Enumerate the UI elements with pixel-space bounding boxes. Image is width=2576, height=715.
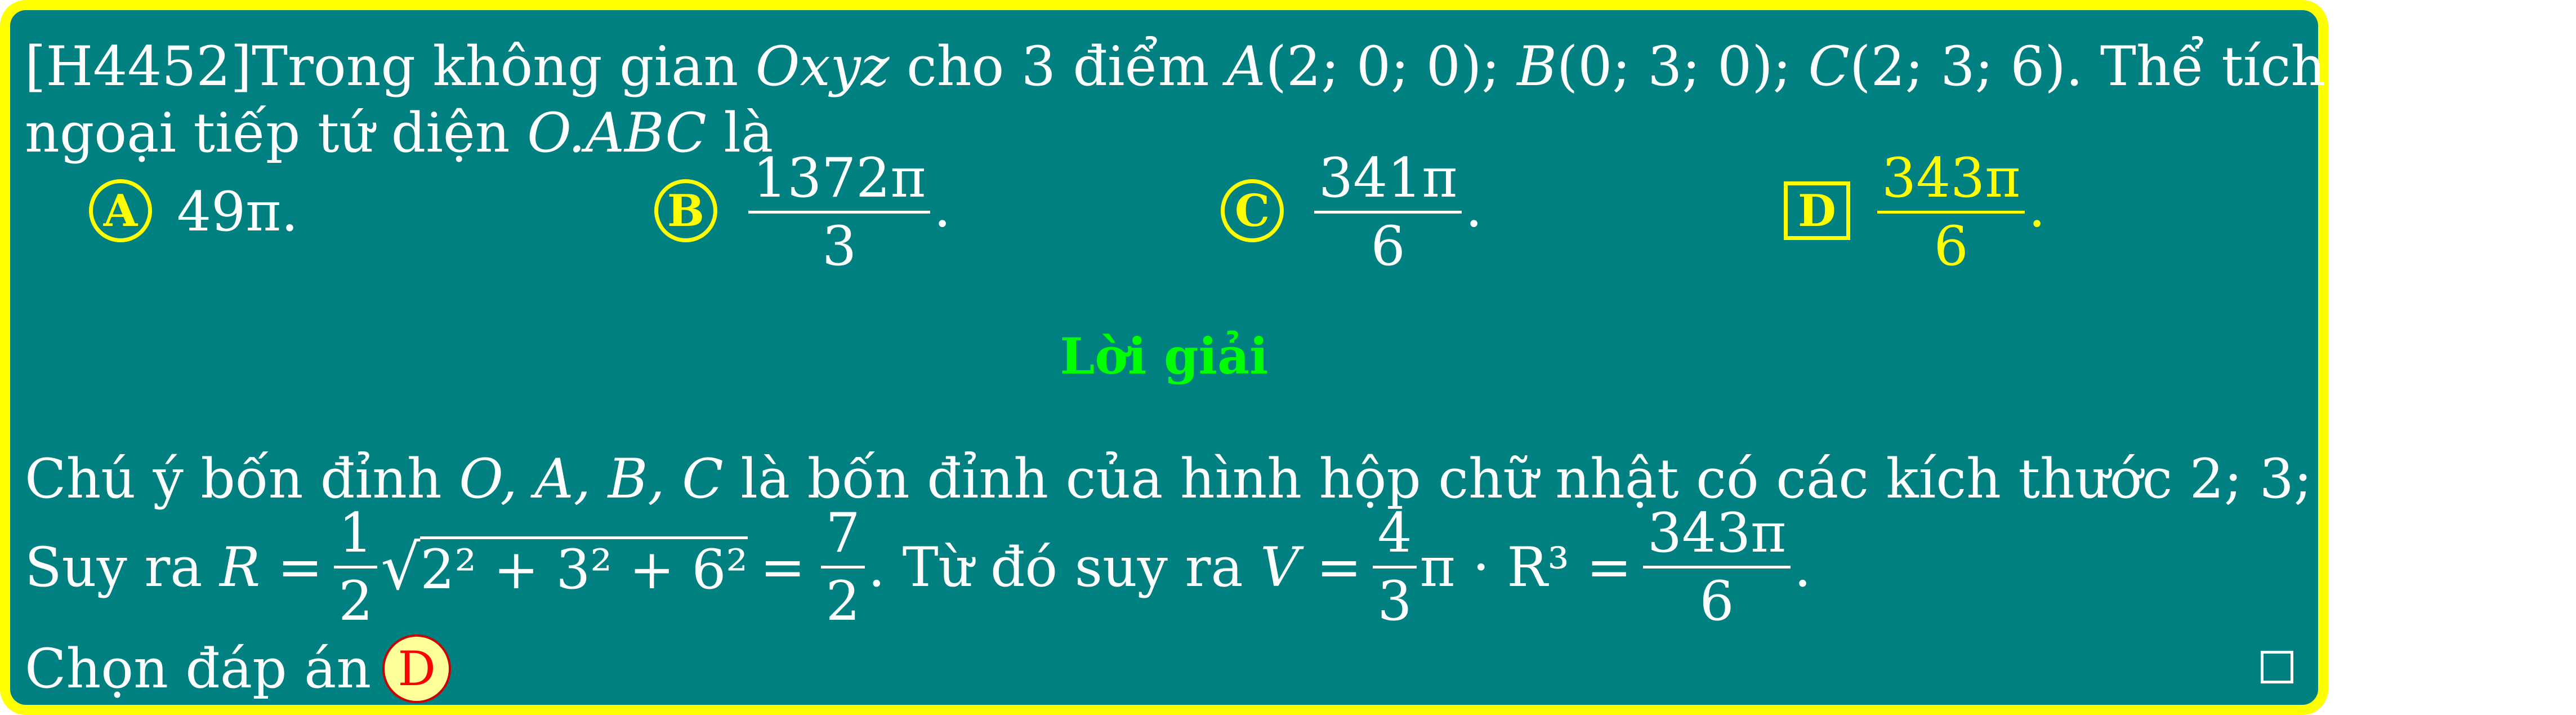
solution-prefix: Chú ý bốn đỉnh	[25, 447, 459, 510]
half-numerator: 1	[334, 506, 377, 569]
sqrt-expression: √ 2² + 3² + 6²	[381, 531, 748, 603]
three-denominator: 3	[1377, 570, 1412, 633]
option-b-marker[interactable]: B	[654, 179, 717, 242]
option-a-text: 49π.	[177, 180, 298, 243]
solution-line-1	[25, 447, 2381, 510]
r-equation: R =	[219, 535, 323, 599]
question-line2-suffix: là	[706, 101, 774, 165]
question-line-1	[25, 35, 2576, 98]
solution-line-2	[25, 501, 1811, 633]
question-prefix: [H4452]Trong không gian	[25, 35, 756, 98]
option-b-value: $\frac{1372\pi}{3}$ .	[745, 151, 951, 273]
option-c-numerator: 341π	[1314, 151, 1462, 214]
vertices-list: O, A, B, C	[459, 447, 724, 510]
suy-ra-text: Suy ra	[25, 535, 220, 599]
solution-mid: là bốn đỉnh của hình hộp chữ nhật có các kích thước	[723, 447, 2190, 510]
option-b-numerator: 1372π	[748, 151, 930, 214]
point-c-coords: (2; 3; 6).	[1849, 35, 2083, 98]
option-d-numerator: 343π	[1877, 151, 2025, 214]
point-b-label: B	[1517, 35, 1557, 98]
box-dimensions: 2; 3; 6.	[2189, 447, 2381, 510]
pi-r-cubed: π · R³ =	[1419, 535, 1632, 599]
option-c-value: $\frac{341\pi}{6}$ .	[1311, 151, 1483, 273]
question-line2-prefix: ngoại tiếp tứ diện	[25, 101, 528, 165]
option-c-denominator: 6	[1370, 215, 1405, 278]
solution-heading: Lời giải	[1060, 327, 1269, 385]
option-a-marker[interactable]: A	[89, 179, 152, 242]
option-d-denominator: 6	[1934, 215, 1968, 278]
equals-sign: =	[760, 535, 806, 599]
question-mid: cho 3 điểm	[889, 35, 1227, 98]
v-equation: V =	[1260, 535, 1362, 599]
point-b-coords: (0; 3; 0);	[1556, 35, 1792, 98]
half-denominator: 2	[338, 570, 373, 633]
question-line-2	[25, 101, 774, 165]
volume-numerator: 343π	[1643, 506, 1791, 569]
solution-answer-line	[25, 634, 451, 703]
point-c-label: C	[1808, 35, 1850, 98]
choose-answer-text: Chọn đáp án	[25, 637, 372, 700]
radius-numerator: 7	[821, 506, 864, 569]
solution-connector: . Từ đó suy ra	[868, 535, 1261, 599]
option-d-value: $\frac{343\pi}{6}$ .	[1874, 151, 2046, 273]
volume-denominator: 6	[1699, 570, 1734, 633]
point-a-coords: (2; 0; 0);	[1265, 35, 1500, 98]
option-b-denominator: 3	[822, 215, 857, 278]
qed-square-icon	[2261, 651, 2293, 683]
end-dot: .	[1794, 535, 1811, 599]
chosen-answer-badge: D	[382, 634, 451, 703]
option-d-marker[interactable]: D	[1784, 181, 1850, 240]
oxyz-symbol: Oxyz	[755, 35, 890, 98]
question-tail: Thể tích khối cầu	[2083, 35, 2576, 98]
option-c-marker[interactable]: C	[1221, 179, 1284, 242]
point-a-label: A	[1226, 35, 1266, 98]
tetrahedron-label: O.ABC	[527, 101, 707, 165]
radicand: 2² + 3² + 6²	[420, 536, 748, 597]
four-numerator: 4	[1373, 506, 1416, 569]
radius-denominator: 2	[825, 570, 860, 633]
